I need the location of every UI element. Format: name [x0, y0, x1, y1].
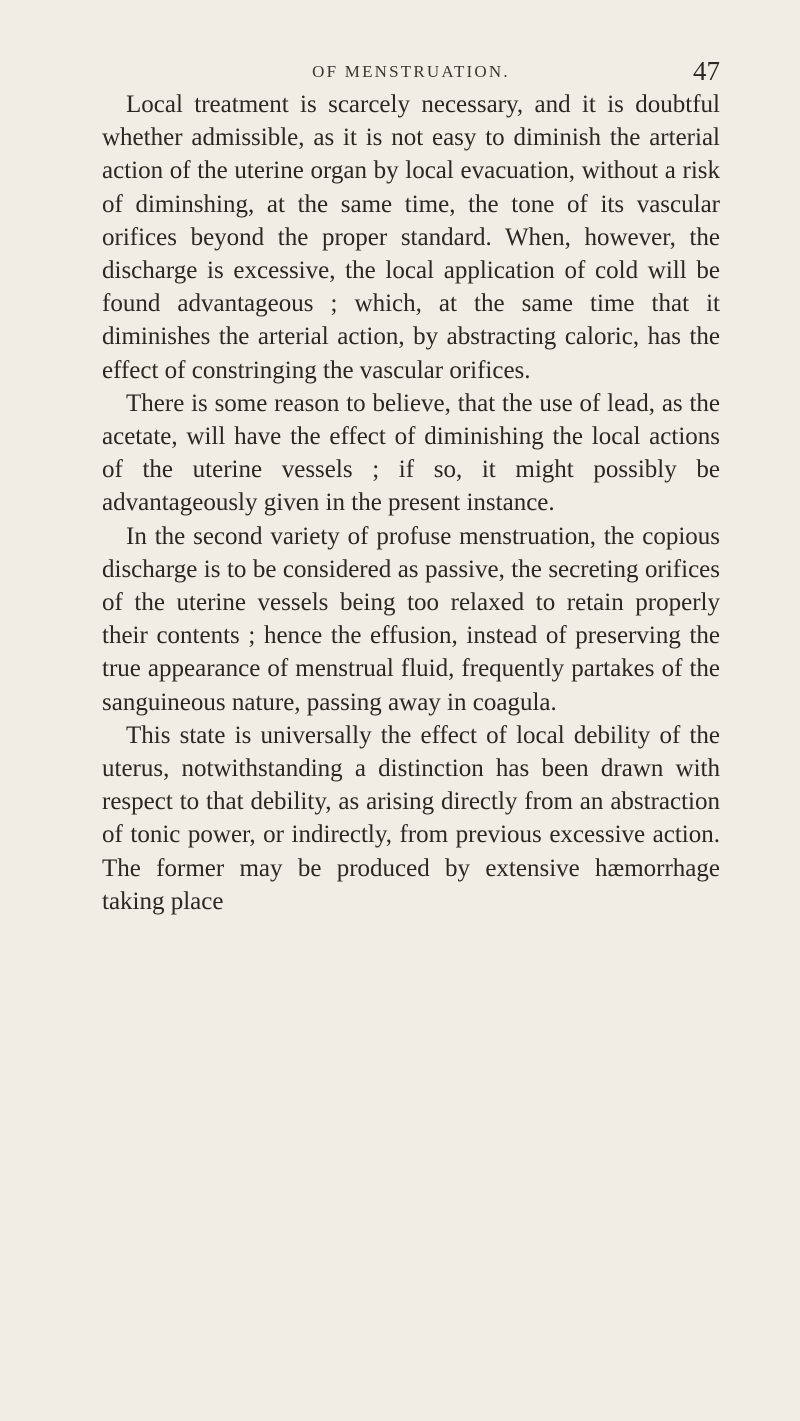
body-text	[102, 88, 720, 918]
running-title: OF MENSTRUATION.	[312, 62, 510, 81]
page-number: 47	[693, 56, 720, 86]
paragraph-local-debility: This state is universally the effect of local debility of the uterus, notwithstanding a distinction has been drawn with respect to that debility, as arising directly from an abstraction of tonic power, or indirectly, from previous excessive action. The former may be produced by extensive hæmorrhage taking place	[102, 721, 720, 915]
paragraph-second-variety: In the second variety of profuse menstruation, the copious discharge is to be considered as passive, the secreting orifices of the uterine vessels being too relaxed to retain properly their contents ; hence the effusion, instead of preserving the true appearance of menstrual fluid, frequently partakes of the sanguineous nature, passing away in coagula.	[102, 522, 720, 716]
paragraph-local-treatment: Local treatment is scarcely necessary, and it is doubtful whether admissible, as it is not easy to diminish the arterial action of the uterine organ by local evacuation, without a risk of diminshing, at the same time, the tone of its vascular orifices beyond the proper standard. When, however, the discharge is excessive, the local application of cold will be found advantageous ; which, at the same time that it diminishes the arterial action, by abstracting caloric, has the effect of constringing the vascular orifices.	[102, 91, 720, 384]
running-head	[102, 56, 720, 92]
paragraph-lead-acetate: There is some reason to believe, that the use of lead, as the acetate, will have the effect of diminishing the local actions of the uterine vessels ; if so, it might possibly be advantageously given in the present instance.	[102, 389, 720, 517]
